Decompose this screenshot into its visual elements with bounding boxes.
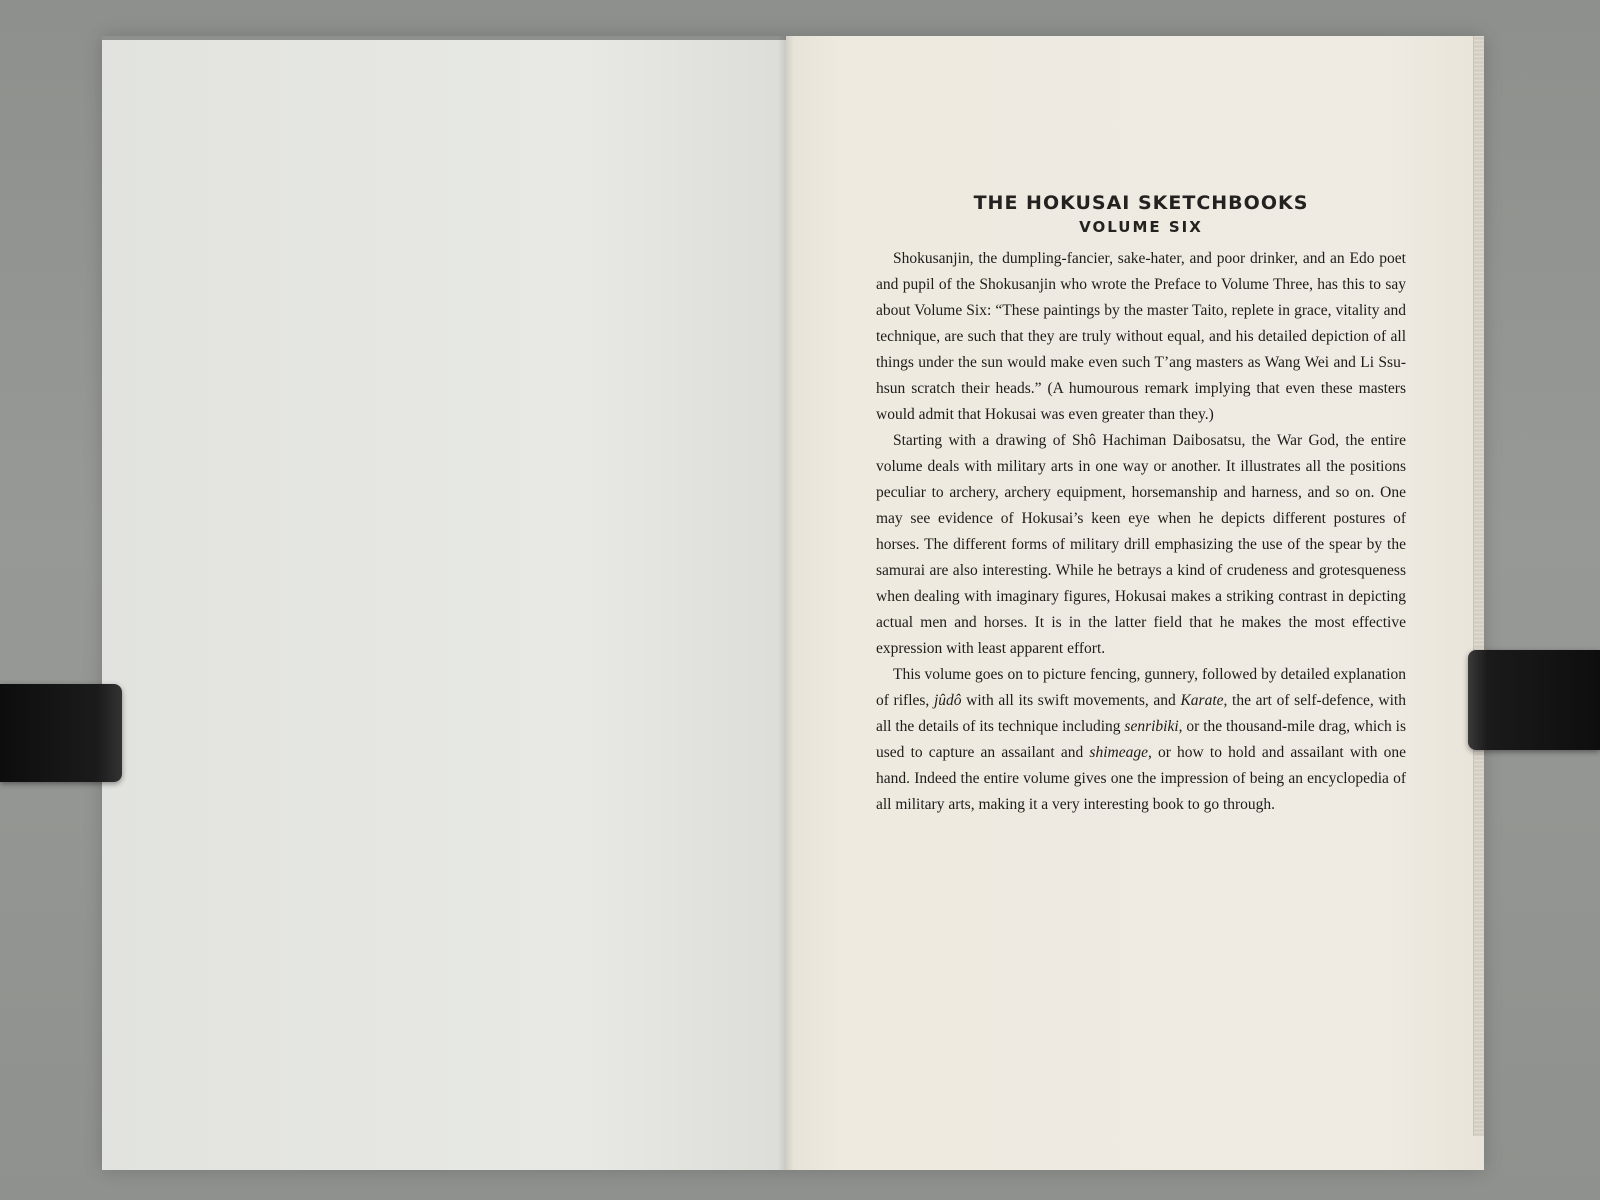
italic-term: Karate	[1180, 692, 1224, 709]
page-text-block	[876, 190, 1406, 818]
italic-term: jûdô	[933, 692, 962, 709]
italic-term: shimeage	[1089, 744, 1148, 761]
text-run: Shokusanjin, the dumpling-fancier, sake-hater, and poor drinker, and an Edo poet and pupil of the Shokusanjin who wrote the Preface to Volume Three, has this to say about Volume Six: “These paintings by the master Taito, replete in grace, vitality and technique, are such that they are truly without equal, and his detailed depiction of all things under the sun would make even such T’ang masters as Wang Wei and Li Ssu-hsun scratch their heads.” (A humourous remark implying that even these masters would admit that Hokusai was even greater than they.)	[876, 250, 1406, 423]
page-title: THE HOKUSAI SKETCHBOOKS	[973, 192, 1309, 214]
book-gutter	[778, 36, 794, 1170]
text-run: This volume goes on to picture fencing, gunnery, followed by detailed explanation of rifles,	[876, 666, 1406, 709]
text-run: with all its swift movements, and	[961, 692, 1181, 709]
paragraph-1	[876, 246, 1406, 428]
text-run: Starting with a drawing of Shô Hachiman Daibosatsu, the War God, the entire volume deals with military arts in one way or another. It illustrates all the positions peculiar to archery, archery equipment, horsemanship and harness, and so on. One may see evidence of Hokusai’s keen eye when he depicts different postures of horses. The different forms of military drill emphasizing the use of the spear by the samurai are also interesting. While he betrays a kind of crudeness and grotesqueness when dealing with imaginary figures, Hokusai makes a striking contrast in depicting actual men and horses. It is in the latter field that he makes the most effective expression with least apparent effort.	[876, 432, 1406, 657]
right-binder-clip	[1468, 650, 1600, 750]
text-run: , or the thousand-mile drag, which is used to capture an assailant and	[876, 718, 1406, 761]
italic-term: senribiki	[1124, 718, 1179, 735]
left-blank-page	[102, 40, 786, 1170]
paragraph-3	[876, 662, 1406, 818]
text-run: , or how to hold and assailant with one hand. Indeed the entire volume gives one the impression of being an encyclopedia of all military arts, making it a very interesting book to go through.	[876, 744, 1406, 813]
page-edge-stack	[1473, 36, 1484, 1136]
left-binder-clip	[0, 684, 122, 782]
text-run: , the art of self-defence, with all the details of its technique including	[876, 692, 1406, 735]
paragraph-2	[876, 428, 1406, 662]
page-subtitle: VOLUME SIX	[1079, 218, 1203, 236]
